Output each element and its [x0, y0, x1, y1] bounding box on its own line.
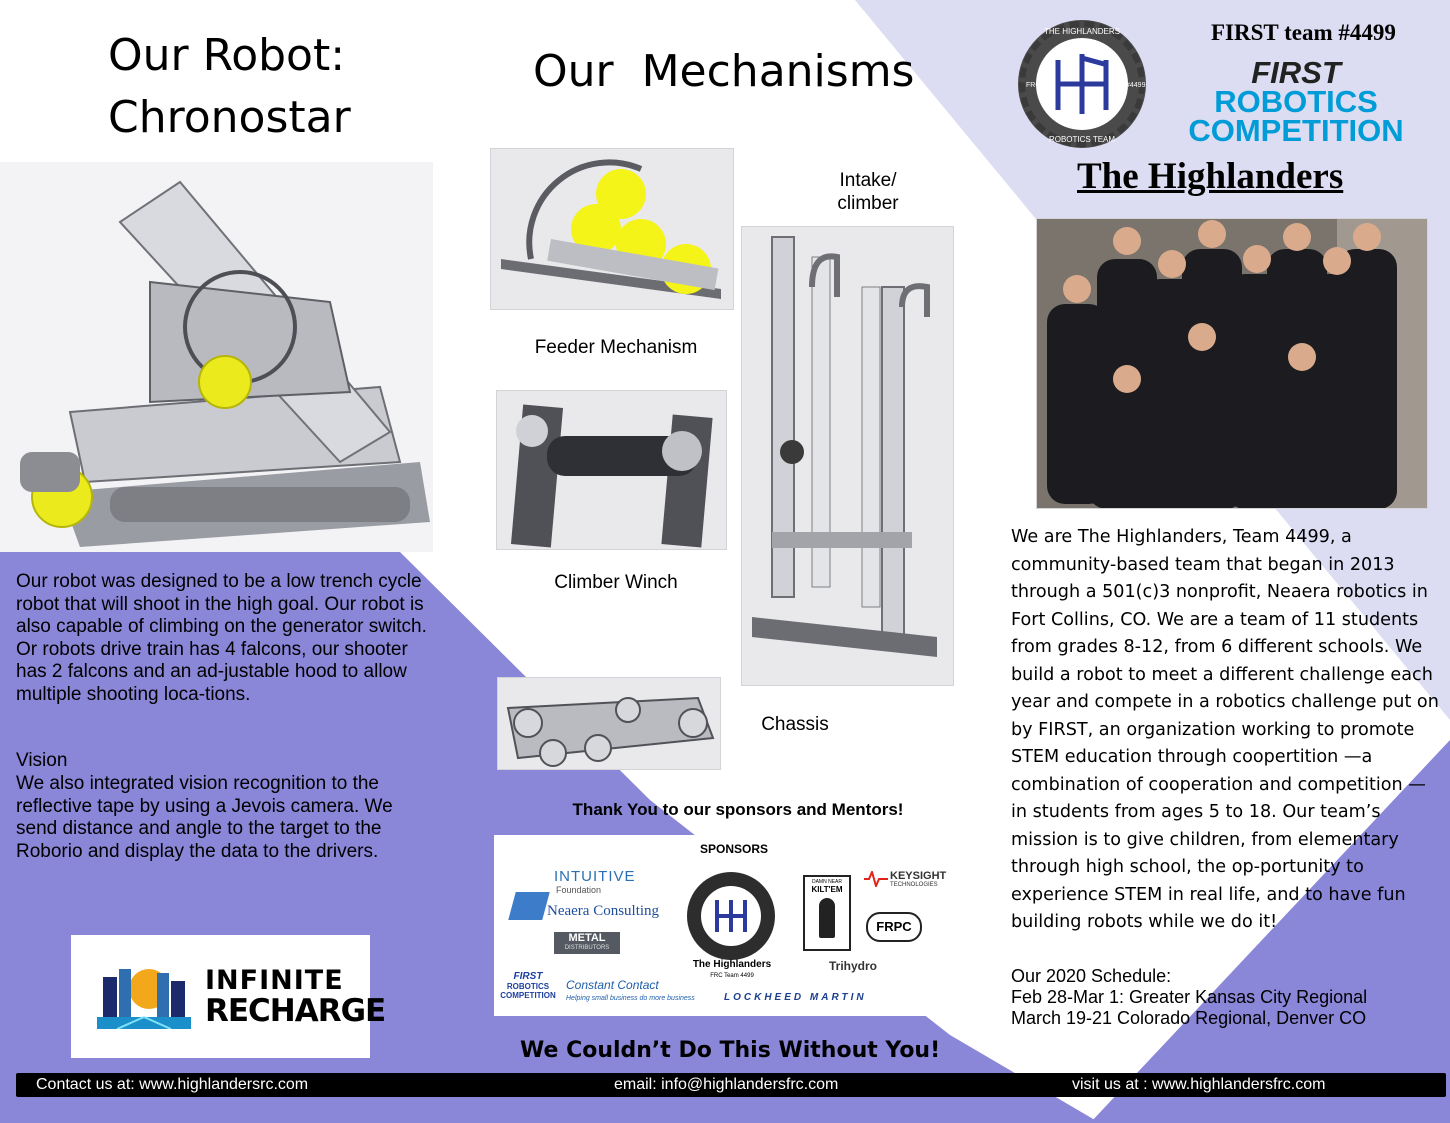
- neaera-logo: Neaera Consulting: [547, 903, 660, 919]
- lockheed-logo: LOCKHEED MARTIN: [724, 992, 867, 1003]
- chassis-image: [497, 677, 721, 770]
- sponsors-panel: [494, 835, 965, 1016]
- vision-description: We also integrated vision recognition to the reflective tape by using a Jevois camera. We send distance and angle to the target to the Roborio and display the data to the drivers.: [16, 773, 393, 862]
- robot-title-line2: Chronostar: [108, 92, 351, 143]
- sponsors-heading: SPONSORS: [699, 842, 768, 856]
- metal-logo-sub: DISTRIBUTORS: [564, 945, 610, 951]
- badge-right-text: #4499: [1126, 82, 1146, 89]
- game-logo-line2: RECHARGE: [205, 993, 386, 1029]
- keysight-logo: KEYSIGHT: [890, 870, 947, 882]
- intake-caption: [818, 169, 918, 215]
- keysight-wave-icon: [864, 871, 888, 887]
- badge-bottom-text: ROBOTICS TEAM: [1048, 135, 1116, 144]
- frc-logo-first: FIRST: [1251, 55, 1341, 90]
- winch-caption: Climber Winch: [554, 572, 678, 593]
- constant-contact-logo: Constant Contact: [566, 978, 659, 992]
- first-logo-small: [497, 971, 559, 1000]
- frc-logo-robotics: ROBOTICS: [1214, 84, 1378, 119]
- first-logo-small-text: FIRST: [513, 971, 543, 982]
- intake-climber-drawing: [742, 227, 954, 686]
- highlanders-badge-logo: [1016, 18, 1148, 150]
- metal-logo-text: METAL: [568, 932, 606, 944]
- robot-title: [108, 25, 351, 149]
- schedule-item-1: Feb 28-Mar 1: Greater Kansas City Regional: [1011, 987, 1368, 1007]
- kiltem-figure-icon: [819, 898, 835, 938]
- city-skyline-icon: [97, 959, 191, 1029]
- constant-contact-sub: Helping small business do more business: [566, 995, 695, 1002]
- intake-climber-image: [741, 226, 954, 686]
- first-logo-small-sub: ROBOTICS COMPETITION: [500, 982, 556, 1000]
- footer-bar: [16, 1073, 1446, 1097]
- feeder-drawing: [491, 149, 734, 310]
- footer-email-link[interactable]: email: info@highlandersfrc.com: [614, 1076, 839, 1093]
- badge-left-text: FRC: [1026, 82, 1041, 89]
- robot-render-drawing: [0, 162, 433, 552]
- kiltem-text: KILT'EM: [811, 885, 843, 894]
- highlanders-small-sub: FRC Team 4499: [710, 973, 754, 979]
- frc-logo-competition: COMPETITION: [1188, 113, 1404, 148]
- team-name-heading: The Highlanders: [1077, 156, 1344, 197]
- robot-title-line1: Our Robot:: [108, 30, 346, 81]
- frc-logo: [1186, 55, 1406, 148]
- team-number: FIRST team #4499: [1211, 20, 1396, 45]
- intuitive-logo: INTUITIVE: [554, 868, 636, 885]
- climber-winch-drawing: [497, 391, 727, 550]
- vision-heading: Vision: [16, 750, 68, 771]
- closing-line: We Couldn’t Do This Without You!: [520, 1038, 941, 1063]
- feeder-mechanism-image: [490, 148, 734, 310]
- intake-caption-line2: climber: [837, 193, 899, 214]
- team-about: We are The Highlanders, Team 4499, a community-based team that began in 2013 through a 501(c)3 nonprofit, Neaera robotics in Fort Collins, CO. We are a team of 11 students from grades 8-12, from 6 different schools. We build a robot to meet a different challenge each year and compete in a robotics challenge put on by FIRST, an organization working to promote STEM education through coopertition —a combination of cooperation and competition — in students from ages 5 to 18. Our team’s mission is to give children, from elementary through high school, the op-portunity to experience STEM in real life, and to have fun building robots while we do it!: [1011, 527, 1439, 932]
- climber-winch-image: [496, 390, 727, 550]
- trihydro-logo: Trihydro: [829, 959, 878, 973]
- chassis-drawing: [498, 678, 721, 770]
- footer-visit-link[interactable]: visit us at : www.highlandersfrc.com: [1072, 1076, 1326, 1093]
- kiltem-top: DAMN NEAR: [811, 879, 842, 885]
- footer-contact-link[interactable]: Contact us at: www.highlandersrc.com: [36, 1076, 309, 1093]
- sponsors-thanks: Thank You to our sponsors and Mentors!: [572, 800, 904, 819]
- robot-render-image: [0, 162, 433, 552]
- intake-caption-line1: Intake/: [839, 170, 897, 191]
- schedule-item-2: March 19-21 Colorado Regional, Denver CO: [1011, 1008, 1367, 1028]
- metal-logo: [554, 932, 620, 954]
- mechanisms-title: Our Mechanisms: [533, 46, 915, 97]
- frpc-logo: FRPC: [866, 912, 922, 942]
- intuitive-sub: Foundation: [556, 885, 602, 895]
- badge-top-text: THE HIGHLANDERS: [1043, 27, 1121, 36]
- chassis-caption: Chassis: [761, 714, 829, 735]
- neaera-icon: [508, 892, 550, 920]
- team-photo-drawing: [1037, 219, 1428, 509]
- robot-description: Our robot was designed to be a low trench cycle robot that will shoot in the high goal. Our robot is also capable of climbing on the generator switch. Or robots drive train has 4 falcons, our shooter has 2 falcons and an ad-justable hood to allow multiple shooting loca-tions.: [16, 571, 427, 705]
- team-photo: [1036, 218, 1428, 509]
- highlanders-small-label: The Highlanders: [692, 959, 772, 970]
- feeder-caption: Feeder Mechanism: [534, 337, 698, 358]
- keysight-sub: TECHNOLOGIES: [890, 882, 938, 888]
- schedule-heading: Our 2020 Schedule:: [1011, 966, 1172, 986]
- infinite-recharge-logo: [71, 935, 386, 1058]
- game-logo-line1: INFINITE: [205, 965, 344, 996]
- highlanders-small-badge: [685, 870, 777, 962]
- kiltem-logo: [803, 875, 851, 951]
